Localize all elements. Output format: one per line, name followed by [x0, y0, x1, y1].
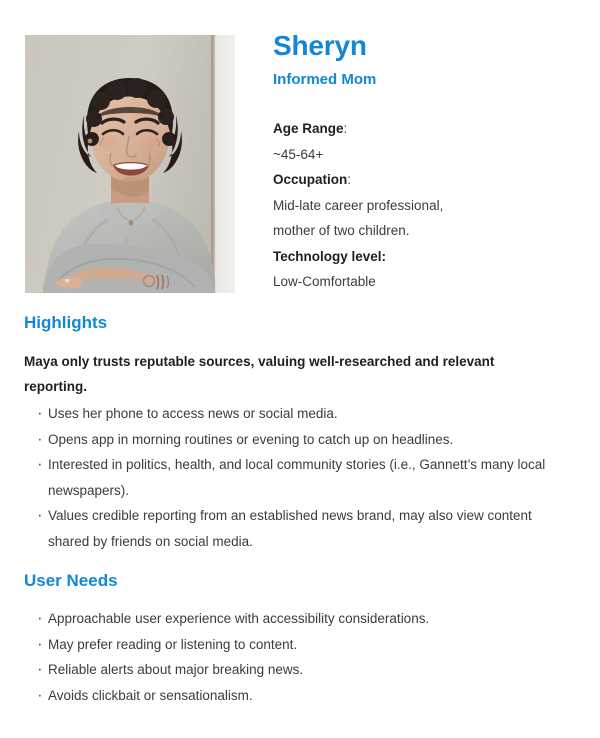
list-item: · Values credible reporting from an established news brand, may also view content shared by friends on social media. — [24, 503, 569, 554]
portrait-illustration — [25, 35, 235, 293]
user-needs-section — [24, 570, 576, 708]
list-item: · Approachable user experience with accessibility considerations. — [24, 606, 569, 632]
persona-role: Informed Mom — [273, 71, 377, 89]
persona-identity — [273, 30, 583, 295]
highlights-intro: Maya only trusts reputable sources, valuing well-researched and relevant reporting. — [24, 354, 495, 395]
list-item: · Uses her phone to access news or social media. — [24, 401, 569, 427]
list-item: · May prefer reading or listening to content. — [24, 632, 569, 658]
attribute-technology-level — [273, 244, 583, 295]
persona-attributes-list — [273, 116, 583, 295]
attribute-value-age-range: ~45-64+ — [273, 146, 324, 162]
list-item: · Avoids clickbait or sensationalism. — [24, 683, 569, 709]
highlights-title: Highlights — [24, 313, 108, 332]
highlights-bullet-list — [24, 401, 576, 554]
persona-portrait-photo — [25, 35, 235, 293]
attribute-colon-occupation: : — [347, 172, 352, 188]
user-needs-bullet-list — [24, 606, 576, 708]
attribute-occupation — [273, 167, 583, 244]
attribute-label-occupation: Occupation — [273, 172, 348, 188]
attribute-colon-age-range: : — [343, 121, 348, 137]
list-item: · Reliable alerts about major breaking news. — [24, 657, 569, 683]
attribute-label-age-range: Age Range — [273, 121, 344, 137]
attribute-value-occupation-line-2: mother of two children. — [273, 223, 410, 239]
persona-name: Sheryn — [273, 30, 367, 61]
persona-header — [0, 0, 600, 310]
list-item: · Interested in politics, health, and local community stories (i.e., Gannett’s many local newspapers). — [24, 452, 569, 503]
attribute-value-technology-level: Low-Comfortable — [273, 274, 376, 290]
highlights-section — [24, 312, 576, 554]
list-item: · Opens app in morning routines or evening to catch up on headlines. — [24, 427, 569, 453]
attribute-value-occupation-line-1: Mid-late career professional, — [273, 197, 444, 213]
attribute-label-technology-level: Technology level — [273, 248, 382, 264]
attribute-age-range — [273, 116, 583, 167]
user-needs-title: User Needs — [24, 571, 118, 590]
attribute-colon-technology-level: : — [381, 248, 387, 264]
